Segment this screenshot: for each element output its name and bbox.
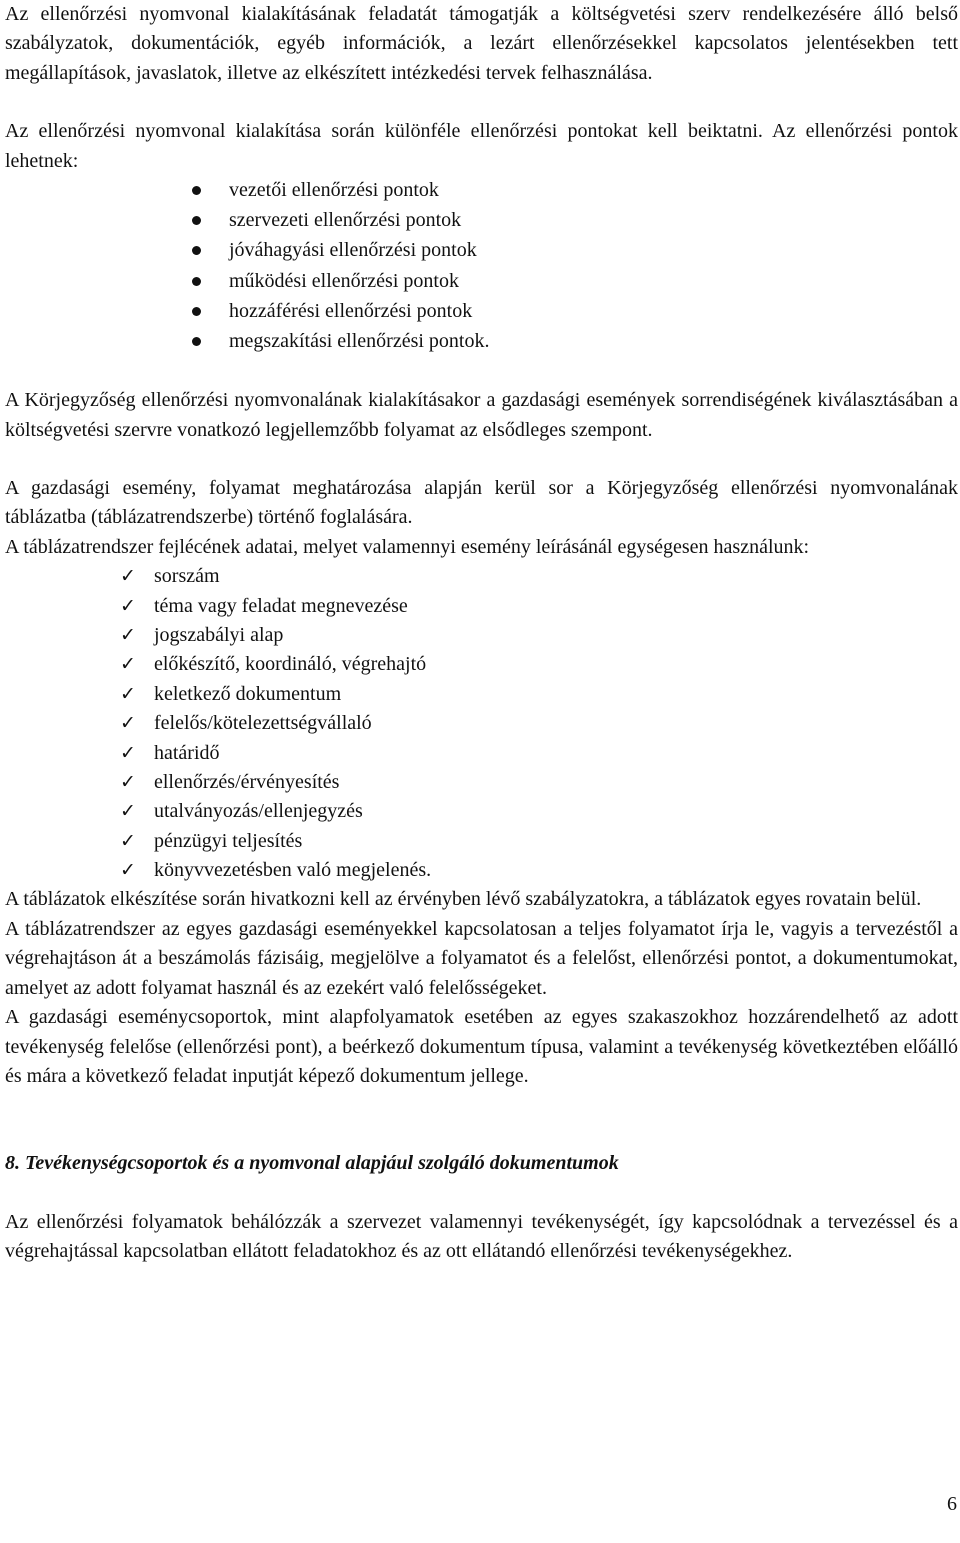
list-item-label: előkészítő, koordináló, végrehajtó bbox=[154, 653, 427, 676]
list-item-label: jogszabályi alap bbox=[154, 623, 284, 646]
list-item-label: jóváhagyási ellenőrzési pontok bbox=[229, 239, 477, 262]
checkmark-icon: ✓ bbox=[120, 623, 136, 646]
checkmark-icon: ✓ bbox=[120, 682, 136, 705]
bullet-dot-icon bbox=[192, 246, 201, 255]
checkmark-icon: ✓ bbox=[120, 859, 136, 882]
checkmark-icon: ✓ bbox=[120, 712, 136, 735]
spacer bbox=[5, 357, 958, 386]
list-item bbox=[5, 327, 958, 357]
list-item bbox=[5, 267, 958, 297]
spacer bbox=[5, 1120, 958, 1149]
list-item bbox=[5, 709, 958, 738]
paragraph-regulation-reference: A táblázatok elkészítése során hivatkozni kell az érvényben lévő szabályzatokra, a táblázatok egyes rovatain belül. bbox=[5, 888, 922, 911]
list-item bbox=[5, 592, 958, 621]
list-item-label: szervezeti ellenőrzési pontok bbox=[229, 209, 462, 232]
section-heading bbox=[5, 1149, 958, 1178]
bullet-dot-icon bbox=[192, 216, 201, 225]
paragraph-header-fields-intro: A táblázatrendszer fejlécének adatai, melyet valamennyi esemény leírásánál egységesen használunk: bbox=[5, 535, 810, 558]
list-item-label: ellenőrzés/érvényesítés bbox=[154, 770, 340, 793]
list-item-label: keletkező dokumentum bbox=[154, 682, 342, 705]
list-item-label: megszakítási ellenőrzési pontok. bbox=[229, 329, 490, 352]
list-item bbox=[5, 206, 958, 236]
checkmark-icon: ✓ bbox=[120, 653, 136, 676]
bullet-dot-icon bbox=[192, 307, 201, 316]
spacer bbox=[5, 1179, 958, 1208]
list-item-label: hozzáférési ellenőrzési pontok bbox=[229, 299, 473, 322]
spacer bbox=[5, 445, 958, 474]
list-item-label: utalványozás/ellenjegyzés bbox=[154, 800, 363, 823]
list-item bbox=[5, 680, 958, 709]
list-item bbox=[5, 856, 958, 885]
paragraph-event-groups: A gazdasági eseménycsoportok, mint alapfolyamatok esetében az egyes szakaszokhoz hozzárendelhető az adott tevékenység felelőse (ellenőrzési pont), a beérkező dokumentum típusa, valamint a tevékenység következtében előálló és mára a következő feladat inputját képező dokumentum jellege. bbox=[5, 1006, 958, 1087]
checkmark-icon: ✓ bbox=[120, 800, 136, 823]
spacer bbox=[5, 88, 958, 117]
list-item bbox=[5, 827, 958, 856]
page-number: 6 bbox=[947, 1493, 957, 1515]
list-item bbox=[5, 236, 958, 266]
list-item bbox=[5, 562, 958, 591]
paragraph-control-points-intro: Az ellenőrzési nyomvonal kialakítása során különféle ellenőrzési pontokat kell beiktatni. Az ellenőrzési pontok lehetnek: bbox=[5, 120, 958, 172]
list-item bbox=[5, 739, 958, 768]
list-item bbox=[5, 621, 958, 650]
bullet-dot-icon bbox=[192, 277, 201, 286]
paragraph-table-recording: A gazdasági esemény, folyamat meghatározása alapján kerül sor a Körjegyzőség ellenőrzési nyomvonalának táblázatba (táblázatrendszerbe) történő foglalására. bbox=[5, 476, 958, 529]
section-title: Tevékenységcsoportok és a nyomvonal alapjául szolgáló dokumentumok bbox=[25, 1152, 619, 1175]
bullet-dot-icon bbox=[192, 337, 201, 346]
paragraph-data-sources: Az ellenőrzési nyomvonal kialakításának feladatát támogatják a költségvetési szerv rendelkezésére álló belső szabályzatok, dokumentációk, egyéb információk, a lezárt ellenőrzésekkel kapcsolatos jelentésekben tett megállapítások, javaslatok, illetve az elkészített intézkedési tervek felhasználása. bbox=[5, 3, 958, 84]
paragraph-process-description: A táblázatrendszer az egyes gazdasági eseményekkel kapcsolatosan a teljes folyamatot írja le, vagyis a tervezéstől a végrehajtáson át a beszámolás fázisáig, megjelölve a folyamatot és a felelőst, ellenőrzési pontot, a dokumentumokat, amelyet az adott folyamat használ és az ezekért való felelősségeket. bbox=[5, 917, 958, 999]
list-item-label: sorszám bbox=[154, 565, 220, 588]
checkmark-icon: ✓ bbox=[120, 770, 136, 793]
checkmark-icon: ✓ bbox=[120, 594, 136, 617]
list-item bbox=[5, 297, 958, 327]
list-item-label: vezetői ellenőrzési pontok bbox=[229, 179, 439, 202]
paragraph-event-sequence: A Körjegyzőség ellenőrzési nyomvonalának kialakításakor a gazdasági események sorrendiségének kiválasztásában a költségvetési szervre vonatkozó legjellemzőbb folyamat az elsődleges szempont. bbox=[5, 389, 958, 441]
checkmark-icon: ✓ bbox=[120, 829, 136, 852]
section-number: 8. bbox=[5, 1152, 20, 1175]
list-item bbox=[5, 797, 958, 826]
document-page bbox=[5, 0, 958, 1267]
checkmark-icon: ✓ bbox=[120, 565, 136, 588]
list-item bbox=[5, 176, 958, 206]
list-item-label: felelős/kötelezettségvállaló bbox=[154, 712, 372, 735]
bullet-dot-icon bbox=[192, 186, 201, 195]
list-item-label: könyvvezetésben való megjelenés. bbox=[154, 859, 432, 882]
list-item-label: határidő bbox=[154, 741, 220, 764]
list-item-label: pénzügyi teljesítés bbox=[154, 829, 303, 852]
paragraph-control-processes: Az ellenőrzési folyamatok behálózzák a szervezet valamennyi tevékenységét, így kapcsolódnak a tervezéssel és a végrehajtással kapcsolatban ellátott feladatokhoz és az ott ellátandó ellenőrzési tevékenységekhez. bbox=[5, 1210, 958, 1263]
checkmark-icon: ✓ bbox=[120, 741, 136, 764]
list-item-label: működési ellenőrzési pontok bbox=[229, 269, 459, 292]
control-points-list bbox=[5, 176, 958, 357]
spacer bbox=[5, 1091, 958, 1120]
list-item bbox=[5, 650, 958, 679]
list-item-label: téma vagy feladat megnevezése bbox=[154, 594, 408, 617]
list-item bbox=[5, 768, 958, 797]
header-fields-list bbox=[5, 562, 958, 885]
